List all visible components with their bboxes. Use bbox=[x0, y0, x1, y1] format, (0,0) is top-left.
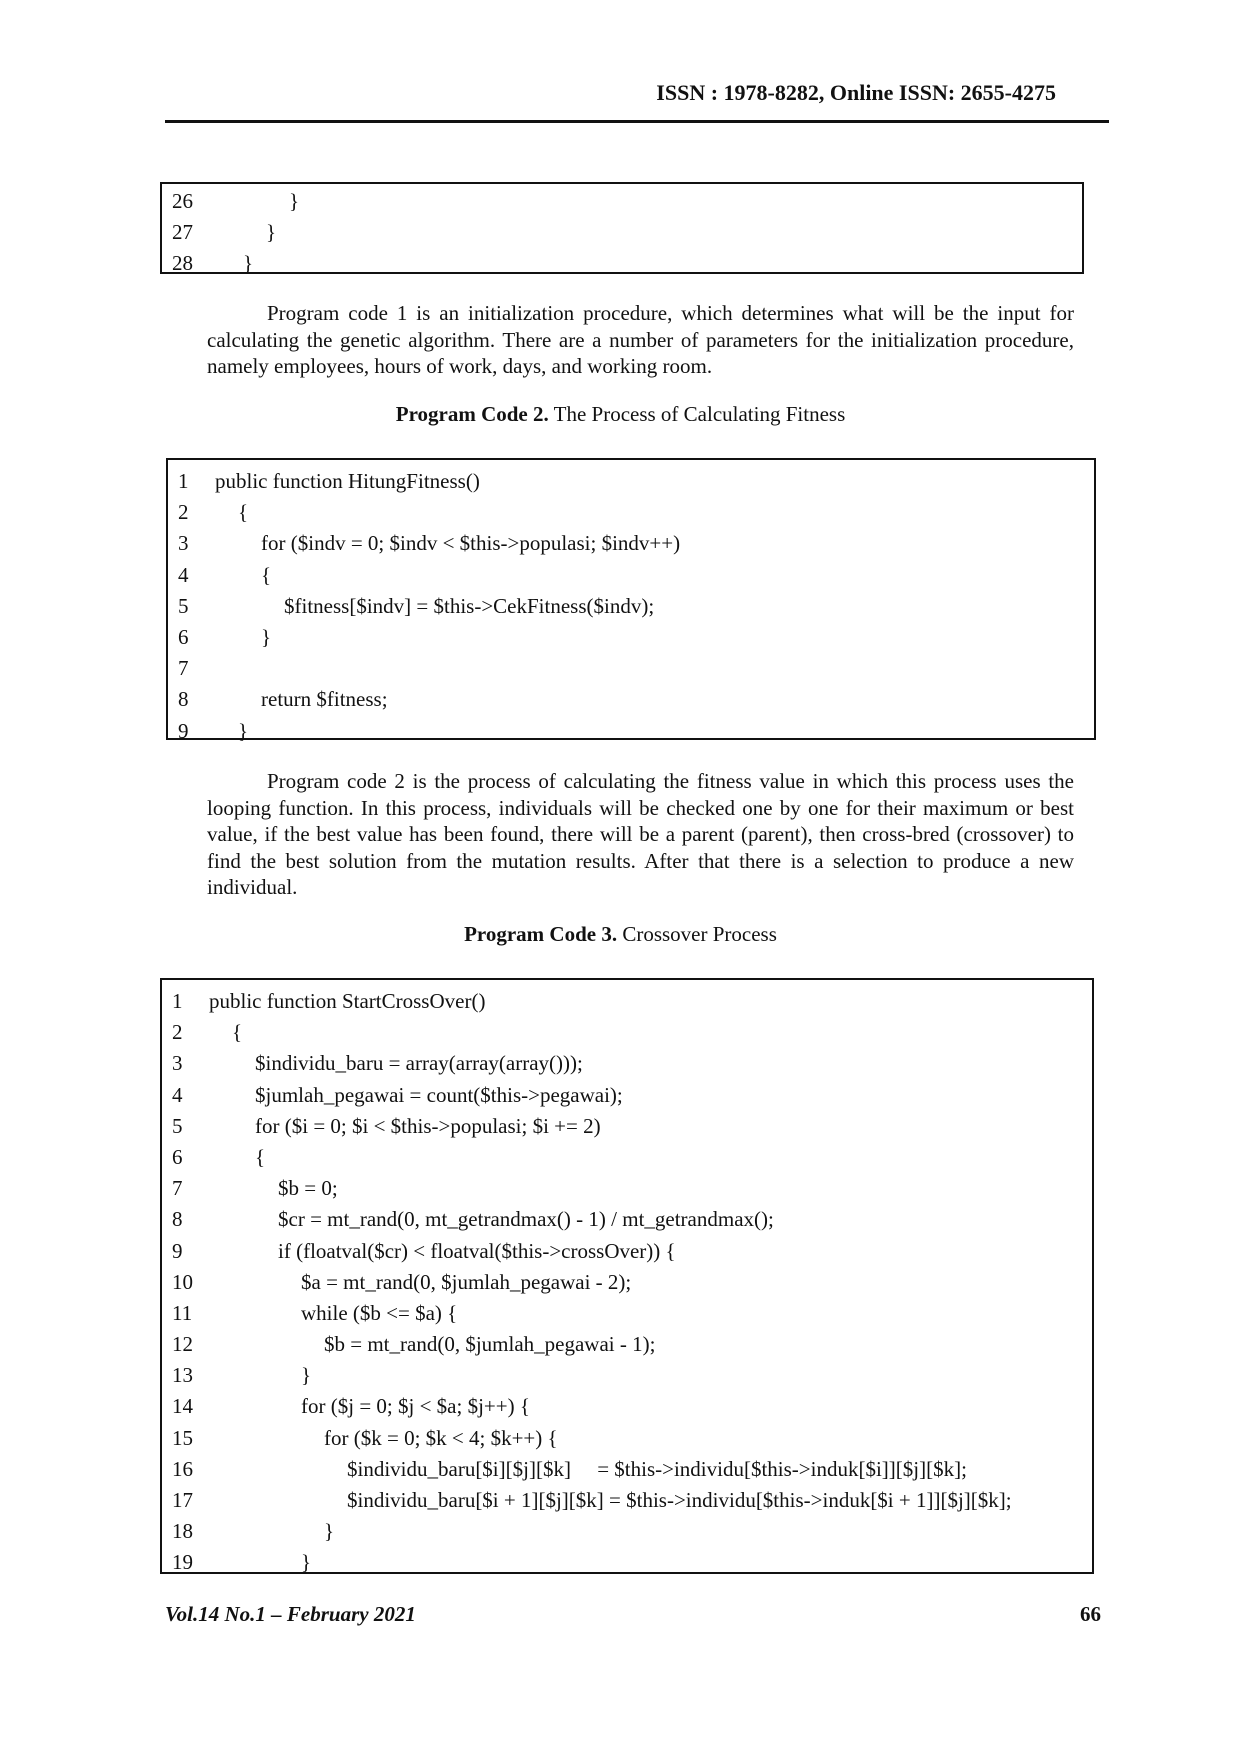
code-text: } bbox=[238, 718, 249, 743]
code-text: $a = mt_rand(0, $jumlah_pegawai - 2); bbox=[301, 1269, 632, 1294]
line-number: 16 bbox=[172, 1456, 193, 1481]
code-line bbox=[162, 1080, 1092, 1111]
journal-issn: ISSN : 1978-8282, Online ISSN: 2655-4275 bbox=[656, 80, 1056, 105]
code-text: public function HitungFitness() bbox=[215, 469, 480, 493]
code-line bbox=[162, 1423, 1092, 1454]
paragraph-program-code-2: Program code 2 is the process of calculating the fitness value in which this process uses the looping function. In this process, individuals will be checked one by one for their maximum or best value, if the best value has been found, there will be a parent (parent), then cross-bred (crossover) to find the best solution from the mutation results. After that there is a selection to produce a new individual. bbox=[207, 769, 1074, 899]
line-number: 13 bbox=[172, 1363, 193, 1388]
line-number: 18 bbox=[172, 1519, 193, 1544]
code-line bbox=[162, 1329, 1092, 1360]
code-line bbox=[168, 560, 1094, 591]
code-line bbox=[162, 1360, 1092, 1391]
code-text: } bbox=[261, 624, 272, 649]
code-line bbox=[162, 1236, 1092, 1267]
line-number: 26 bbox=[172, 189, 193, 213]
line-number: 1 bbox=[172, 989, 183, 1013]
code-line bbox=[162, 1111, 1092, 1142]
line-number: 15 bbox=[172, 1425, 193, 1450]
code-text: public function StartCrossOver() bbox=[209, 989, 486, 1013]
code-line bbox=[162, 217, 1082, 248]
code-text: for ($j = 0; $j < $a; $j++) { bbox=[301, 1394, 530, 1419]
code-text: } bbox=[289, 189, 300, 213]
code-line bbox=[162, 1204, 1092, 1235]
line-number: 7 bbox=[172, 1176, 183, 1201]
code-line bbox=[168, 716, 1094, 747]
footer-page-number: 66 bbox=[1080, 1602, 1101, 1626]
code-text: if (floatval($cr) < floatval($this->crossOver)) { bbox=[278, 1238, 676, 1263]
code-text: { bbox=[232, 1020, 243, 1045]
code-text: for ($i = 0; $i < $this->populasi; $i += 2) bbox=[255, 1113, 601, 1138]
line-number: 3 bbox=[178, 531, 189, 556]
code-line bbox=[162, 1391, 1092, 1422]
code-text: $individu_baru[$i + 1][$j][$k] = $this->individu[$this->induk[$i + 1]][$j][$k]; bbox=[347, 1488, 1012, 1512]
code-line bbox=[162, 1017, 1092, 1048]
code-line bbox=[162, 1142, 1092, 1173]
line-number: 19 bbox=[172, 1550, 193, 1575]
header-rule bbox=[165, 120, 1109, 123]
line-number: 10 bbox=[172, 1269, 193, 1294]
code-line bbox=[162, 1048, 1092, 1079]
code-block-continuation bbox=[160, 182, 1084, 274]
code-text: return $fitness; bbox=[261, 687, 388, 712]
line-number: 4 bbox=[172, 1082, 183, 1107]
code-text: for ($k = 0; $k < 4; $k++) { bbox=[324, 1425, 558, 1450]
code-line bbox=[168, 497, 1094, 528]
code-line bbox=[162, 186, 1082, 217]
code-line bbox=[162, 248, 1082, 279]
line-number: 8 bbox=[178, 687, 189, 712]
code-text: $individu_baru[$i][$j][$k] = $this->individu[$this->induk[$i]][$j][$k]; bbox=[347, 1456, 967, 1481]
code-line bbox=[168, 466, 1094, 497]
code-text: $fitness[$indv] = $this->CekFitness($indv); bbox=[284, 593, 655, 618]
line-number: 27 bbox=[172, 220, 193, 245]
code-line bbox=[162, 1454, 1092, 1485]
line-number: 8 bbox=[172, 1207, 183, 1232]
paragraph-program-code-1: Program code 1 is an initialization procedure, which determines what will be the input for calculating the genetic algorithm. There are a number of parameters for the initialization procedure, namely employees, hours of work, days, and working room. bbox=[207, 301, 1074, 378]
line-number: 5 bbox=[178, 593, 189, 618]
code-text: } bbox=[301, 1550, 312, 1575]
line-number: 28 bbox=[172, 251, 193, 276]
code-line bbox=[168, 591, 1094, 622]
code-text: { bbox=[238, 500, 249, 525]
line-number: 5 bbox=[172, 1113, 183, 1138]
line-number: 1 bbox=[178, 469, 189, 493]
code-line bbox=[162, 1173, 1092, 1204]
code-line bbox=[162, 1516, 1092, 1547]
line-number: 12 bbox=[172, 1332, 193, 1357]
code-line bbox=[168, 684, 1094, 715]
code-text: { bbox=[255, 1144, 266, 1169]
code-text: while ($b <= $a) { bbox=[301, 1300, 458, 1325]
line-number: 6 bbox=[178, 624, 189, 649]
code-line bbox=[162, 986, 1092, 1017]
code-line bbox=[162, 1298, 1092, 1329]
code-text: } bbox=[243, 251, 254, 276]
code-text: $b = 0; bbox=[278, 1176, 338, 1201]
caption-program-code-3: Program Code 3. Crossover Process bbox=[464, 922, 777, 946]
line-number: 3 bbox=[172, 1051, 183, 1076]
code-line bbox=[168, 653, 1094, 684]
code-text: $individu_baru = array(array(array())); bbox=[255, 1051, 583, 1076]
code-text: { bbox=[261, 562, 272, 587]
code-block-hitung-fitness bbox=[166, 458, 1096, 743]
line-number: 17 bbox=[172, 1488, 193, 1512]
code-line bbox=[168, 622, 1094, 653]
line-number: 4 bbox=[178, 562, 189, 587]
code-block-start-crossover bbox=[160, 978, 1094, 1574]
line-number: 7 bbox=[178, 656, 189, 681]
line-number: 2 bbox=[172, 1020, 183, 1045]
code-text: $jumlah_pegawai = count($this->pegawai); bbox=[255, 1082, 623, 1107]
code-line bbox=[162, 1485, 1092, 1516]
footer-volume: Vol.14 No.1 – February 2021 bbox=[165, 1602, 416, 1626]
line-number: 6 bbox=[172, 1144, 183, 1169]
code-text: } bbox=[266, 220, 277, 245]
line-number: 2 bbox=[178, 500, 189, 525]
code-text: $cr = mt_rand(0, mt_getrandmax() - 1) / mt_getrandmax(); bbox=[278, 1207, 774, 1232]
line-number: 11 bbox=[172, 1300, 193, 1325]
line-number: 9 bbox=[172, 1238, 183, 1263]
line-number: 9 bbox=[178, 718, 189, 743]
code-line bbox=[162, 1547, 1092, 1578]
code-text: } bbox=[301, 1363, 312, 1388]
code-text: for ($indv = 0; $indv < $this->populasi; $indv++) bbox=[261, 531, 681, 556]
code-line bbox=[162, 1267, 1092, 1298]
code-line bbox=[168, 528, 1094, 559]
code-text: } bbox=[324, 1519, 335, 1544]
caption-program-code-2: Program Code 2. The Process of Calculating Fitness bbox=[395, 402, 846, 426]
line-number: 14 bbox=[172, 1394, 193, 1419]
code-text: $b = mt_rand(0, $jumlah_pegawai - 1); bbox=[324, 1332, 656, 1357]
